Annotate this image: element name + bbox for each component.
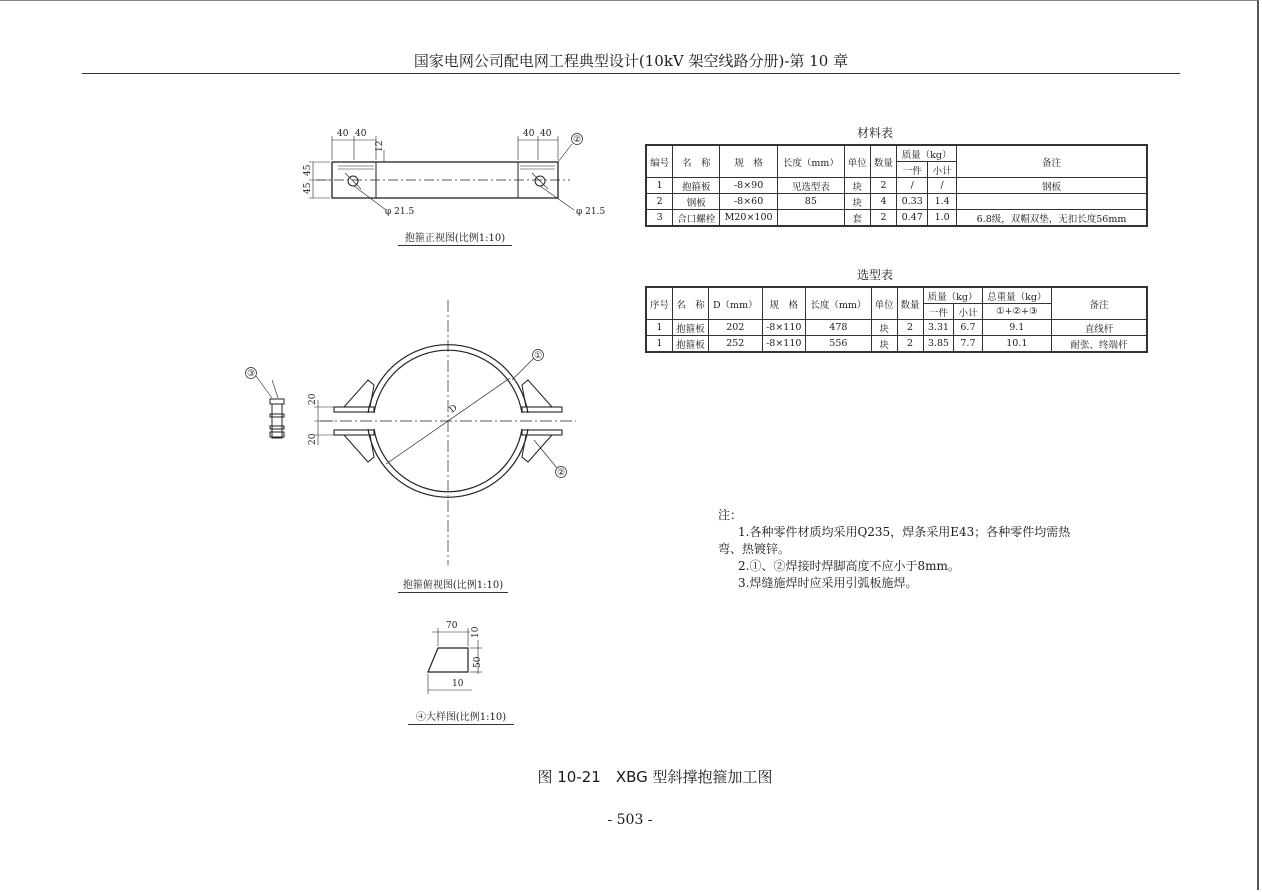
detail-view-caption: ④大样图(比例1:10) [408, 708, 514, 725]
dim-10a: 10 [471, 626, 481, 638]
cell: 7.7 [954, 336, 982, 353]
table-row [646, 320, 1147, 336]
dim-50: 50 [473, 656, 483, 668]
cell: 钢板 [957, 178, 1148, 194]
cell: 耐张、终端杆 [1052, 336, 1148, 353]
dim-45b: 45 [303, 182, 313, 194]
page-number: - 503 - [607, 812, 653, 828]
note-1: 1.各种零件材质均采用Q235，焊条采用E43；各种零件均需热 [738, 525, 1071, 539]
dim-phi-right: φ 21.5 [576, 207, 606, 217]
cell: 9.1 [982, 320, 1051, 336]
dim-70: 70 [446, 621, 458, 631]
cell: 6.7 [954, 320, 982, 336]
mat-h-unit: 单位 [844, 145, 870, 178]
sel-h-length: 长度（mm） [805, 287, 871, 320]
cell: 块 [871, 320, 897, 336]
figure-title: 图 10-21 XBG 型斜撑抱箍加工图 [537, 768, 773, 786]
dim-45a: 45 [303, 164, 313, 176]
mat-h-spec: 规 格 [720, 145, 778, 178]
mat-h-mass: 质量（kg） [897, 145, 957, 162]
table-row [646, 210, 1147, 227]
cell: 2 [870, 210, 896, 227]
cell: -8×110 [762, 336, 805, 353]
mat-h-remark: 备注 [957, 145, 1148, 178]
cell: 合口螺栓 [673, 210, 720, 227]
detail-view-drawing [428, 621, 483, 694]
callout-1: ① [534, 351, 543, 361]
dim-40b: 40 [355, 129, 367, 139]
dim-10b: 10 [452, 679, 464, 689]
cell: 85 [778, 194, 845, 210]
cell: -8×60 [720, 194, 778, 210]
cell: 1.0 [928, 210, 957, 227]
cell: 1 [646, 320, 672, 336]
cell: 3.31 [923, 320, 954, 336]
front-view-caption: 抱箍正视图(比例1:10) [398, 229, 512, 246]
selection-table [645, 286, 1148, 353]
cell: 2 [870, 178, 896, 194]
mat-h-no: 编号 [646, 145, 673, 178]
notes-block [718, 507, 1108, 592]
sel-h-total: 总重量（kg） [982, 287, 1051, 304]
dim-20a: 20 [308, 393, 318, 405]
sel-h-no: 序号 [646, 287, 672, 320]
page-header: 国家电网公司配电网工程典型设计(10kV 架空线路分册)-第 10 章 [413, 52, 849, 70]
cell: 3.85 [923, 336, 954, 353]
dim-40d: 40 [540, 129, 552, 139]
cell: 抱箍板 [672, 336, 708, 353]
material-table-title: 材料表 [856, 126, 893, 140]
material-table [645, 144, 1148, 227]
cell: 见选型表 [778, 178, 845, 194]
sel-h-sub: 小计 [954, 304, 982, 320]
plan-view-drawing [246, 300, 577, 565]
cell: 556 [805, 336, 871, 353]
dim-diameter: D [447, 403, 460, 416]
cell: 块 [844, 178, 870, 194]
cell: 0.47 [897, 210, 928, 227]
cell [778, 210, 845, 227]
dim-40c: 40 [523, 129, 535, 139]
cell: 抱箍板 [673, 178, 720, 194]
cell: 2 [897, 320, 923, 336]
mat-h-each: 一件 [897, 162, 928, 178]
callout-2-plan: ② [557, 468, 566, 478]
sel-h-total-sub: ①+②+③ [982, 304, 1051, 320]
table-row [646, 178, 1147, 194]
cell: 2 [897, 336, 923, 353]
selection-table-title: 选型表 [856, 268, 893, 282]
sel-h-remark: 备注 [1052, 287, 1148, 320]
cell: -8×90 [720, 178, 778, 194]
cell: 6.8级，双帽双垫，无扣长度56mm [957, 210, 1148, 227]
cell: 252 [709, 336, 762, 353]
note-2: 2.①、②焊接时焊脚高度不应小于8mm。 [738, 559, 960, 573]
cell: 1.4 [928, 194, 957, 210]
cell: 478 [805, 320, 871, 336]
cell: 钢板 [673, 194, 720, 210]
front-view-drawing [303, 129, 605, 217]
sel-h-qty: 数量 [897, 287, 923, 320]
callout-2-front: ② [573, 135, 582, 145]
cell: 块 [844, 194, 870, 210]
cell: 0.33 [897, 194, 928, 210]
dim-40a: 40 [337, 129, 349, 139]
mat-h-qty: 数量 [870, 145, 896, 178]
cell: M20×100 [720, 210, 778, 227]
sel-h-spec: 规 格 [762, 287, 805, 320]
mat-h-length: 长度（mm） [778, 145, 845, 178]
cell: 1 [646, 336, 672, 353]
cell: 4 [870, 194, 896, 210]
cell: 10.1 [982, 336, 1051, 353]
dim-phi-left: φ 21.5 [385, 207, 415, 217]
cell: -8×110 [762, 320, 805, 336]
mat-h-sub: 小计 [928, 162, 957, 178]
cell: 202 [709, 320, 762, 336]
sel-h-unit: 单位 [871, 287, 897, 320]
table-row [646, 336, 1147, 353]
cell: 块 [871, 336, 897, 353]
callout-3: ③ [247, 369, 256, 379]
note-3: 3.焊缝施焊时应采用引弧板施焊。 [738, 576, 918, 590]
mat-h-name: 名 称 [673, 145, 720, 178]
cell: 套 [844, 210, 870, 227]
cell: 2 [646, 194, 673, 210]
table-row [646, 194, 1147, 210]
dim-12: 12 [375, 140, 385, 152]
notes-title: 注： [718, 508, 743, 522]
cell: / [897, 178, 928, 194]
cell [957, 194, 1148, 210]
cell: 直线杆 [1052, 320, 1148, 336]
sel-h-d: D（mm） [709, 287, 762, 320]
cell: 1 [646, 178, 673, 194]
sel-h-mass: 质量（kg） [923, 287, 982, 304]
sel-h-each: 一件 [923, 304, 954, 320]
cell: 3 [646, 210, 673, 227]
plan-view-caption: 抱箍俯视图(比例1:10) [398, 576, 508, 593]
note-1-cont: 弯、热镀锌。 [718, 542, 791, 556]
cell: 抱箍板 [672, 320, 708, 336]
cell: / [928, 178, 957, 194]
sel-h-name: 名 称 [672, 287, 708, 320]
dim-20b: 20 [308, 433, 318, 445]
